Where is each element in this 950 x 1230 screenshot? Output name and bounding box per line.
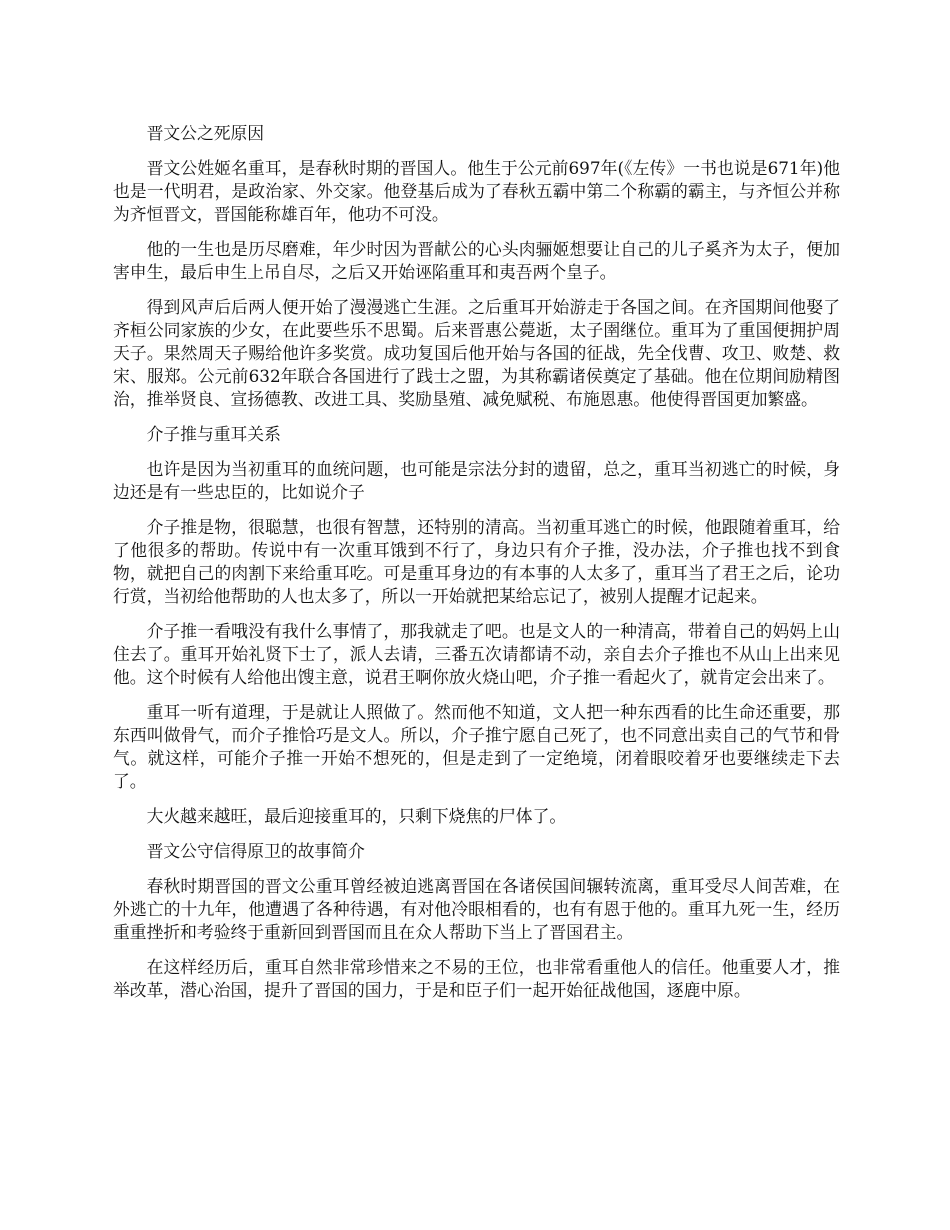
paragraph: 得到风声后后两人便开始了漫漫逃亡生涯。之后重耳开始游走于各国之间。在齐国期间他娶了齐桓公同家族的少女，在此要些乐不思蜀。后来晋惠公薨逝，太子圉继位。重耳为了重国便拥护周天子。果然周天子赐给他许多奖赏。成功复国后他开始与各国的征战，先全伐曹、攻卫、败楚、救宋、服郑。公元前632年联合各国进行了践士之盟，为其称霸诸侯奠定了基础。他在位期间励精图治，推举贤良、宣扬德教、改进工具、奖励垦殖、减免赋税、布施恩惠。他使得晋国更加繁盛。 [113,297,840,409]
section-heading-death-cause: 晋文公之死原因 [146,123,265,143]
paragraph: 晋文公姓姬名重耳，是春秋时期的晋国人。他生于公元前697年(《左传》一书也说是671年)他也是一代明君，是政治家、外交家。他登基后成为了春秋五霸中第二个称霸的霸主，与齐恒公并称为齐恒晋文，晋国能称雄百年，他功不可没。 [113,158,840,224]
paragraph: 春秋时期晋国的晋文公重耳曾经被迫逃离晋国在各诸侯国间辗转流离，重耳受尽人间苦难，在外逃亡的十九年，他遭遇了各种待遇，有对他冷眼相看的，也有有恩于他的。重耳九死一生，经历重重挫折和考验终于重新回到晋国而且在众人帮助下当上了晋国君主。 [113,876,840,942]
paragraph: 介子推一看哦没有我什么事情了，那我就走了吧。也是文人的一种清高，带着自己的妈妈上山住去了。重耳开始礼贤下士了，派人去请，三番五次请都请不动，亲自去介子推也不从山上出来见他。这个时候有人给他出馊主意，说君王啊你放火烧山吧，介子推一看起火了，就肯定会出来了。 [113,621,840,687]
section-heading-jie-zitui: 介子推与重耳关系 [146,424,281,444]
paragraph: 介子推是物，很聪慧，也很有智慧，还特别的清高。当初重耳逃亡的时候，他跟随着重耳，给了他很多的帮助。传说中有一次重耳饿到不行了，身边只有介子推，没办法，介子推也找不到食物，就把自己的肉割下来给重耳吃。可是重耳身边的有本事的人太多了，重耳当了君王之后，论功行赏，当初给他帮助的人也太多了，所以一开始就把某给忘记了，被别人提醒才记起来。 [113,517,840,606]
paragraph: 也许是因为当初重耳的血统问题，也可能是宗法分封的遗留，总之，重耳当初逃亡的时候，身边还是有一些忠臣的，比如说介子 [113,459,840,502]
paragraph: 在这样经历后，重耳自然非常珍惜来之不易的王位，也非常看重他人的信任。他重要人才，推举改革，潜心治国，提升了晋国的国力，于是和臣子们一起开始征战他国，逐鹿中原。 [113,957,840,1000]
document-body [113,122,840,1014]
section-heading-keeping-faith: 晋文公守信得原卫的故事简介 [146,841,365,861]
paragraph: 大火越来越旺，最后迎接重耳的，只剩下烧焦的尸体了。 [146,806,567,826]
paragraph: 他的一生也是历尽磨难，年少时因为晋献公的心头肉骊姬想要让自己的儿子奚齐为太子，便加害申生，最后申生上吊自尽，之后又开始诬陷重耳和夷吾两个皇子。 [113,239,840,282]
paragraph: 重耳一听有道理，于是就让人照做了。然而他不知道，文人把一种东西看的比生命还重要，那东西叫做骨气，而介子推恰巧是文人。所以，介子推宁愿自己死了，也不同意出卖自己的气节和骨气。就这样，可能介子推一开始不想死的，但是走到了一定绝境，闭着眼咬着牙也要继续走下去了。 [113,702,840,791]
